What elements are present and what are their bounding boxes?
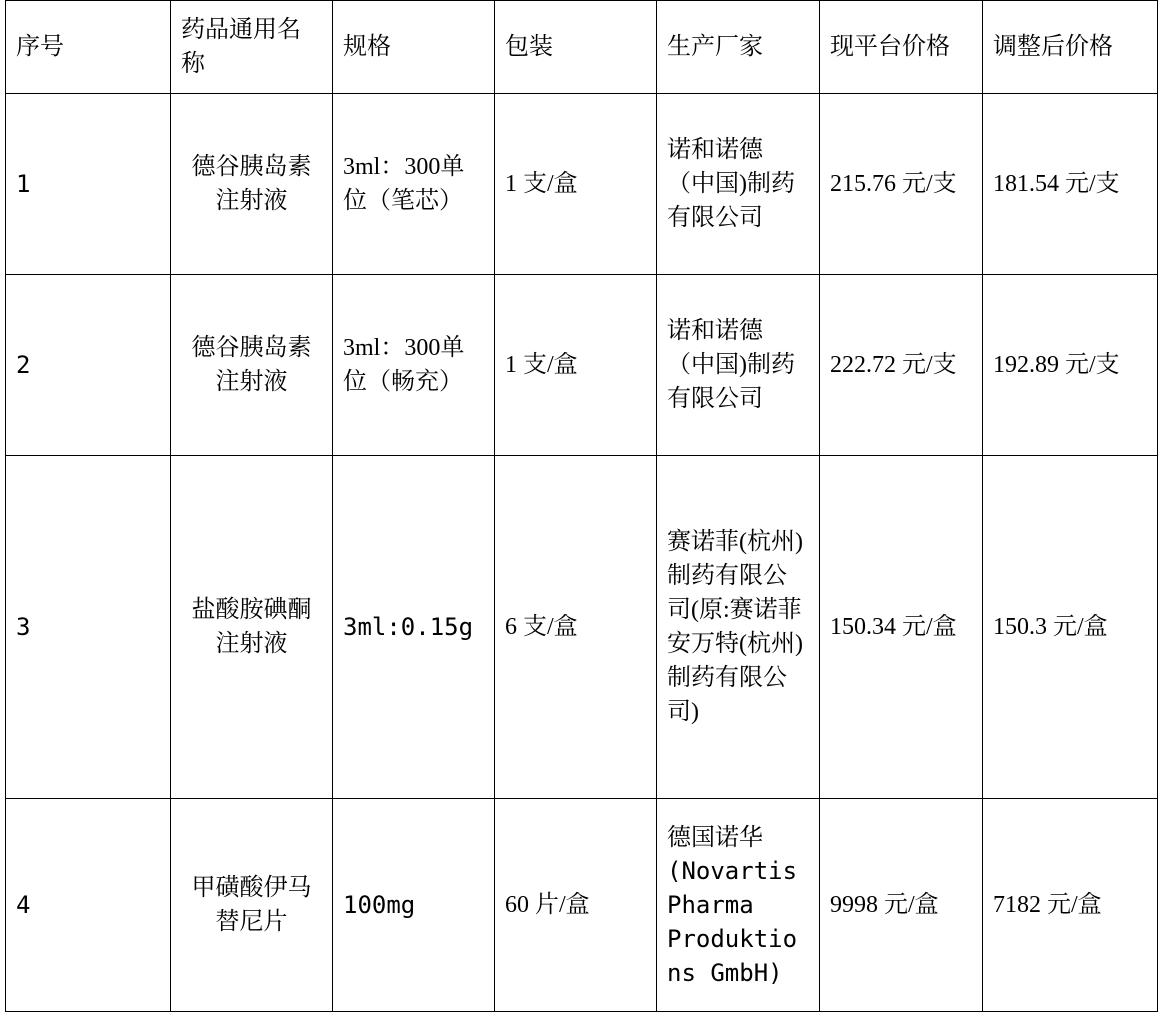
- column-header-current-price: 现平台价格: [820, 1, 983, 94]
- cell-index: 4: [6, 799, 171, 1012]
- cell-index: 1: [6, 94, 171, 275]
- cell-package: 1 支/盒: [495, 94, 657, 275]
- drug-price-table: [5, 0, 1158, 1012]
- cell-spec: 100mg: [333, 799, 495, 1012]
- cell-name: 甲磺酸伊马替尼片: [171, 799, 333, 1012]
- cell-adjusted-price: 7182 元/盒: [983, 799, 1158, 1012]
- cell-index: 2: [6, 275, 171, 456]
- cell-name: 德谷胰岛素注射液: [171, 275, 333, 456]
- cell-adjusted-price: 192.89 元/支: [983, 275, 1158, 456]
- table-row: [6, 456, 1158, 799]
- cell-package: 1 支/盒: [495, 275, 657, 456]
- column-header-manufacturer: 生产厂家: [657, 1, 820, 94]
- cell-current-price: 222.72 元/支: [820, 275, 983, 456]
- cell-spec: 3ml:0.15g: [333, 456, 495, 799]
- cell-current-price: 215.76 元/支: [820, 94, 983, 275]
- column-header-package: 包装: [495, 1, 657, 94]
- cell-package: 6 支/盒: [495, 456, 657, 799]
- table-row: [6, 799, 1158, 1012]
- column-header-index: 序号: [6, 1, 171, 94]
- cell-spec: 3ml：300单位（笔芯）: [333, 94, 495, 275]
- cell-adjusted-price: 181.54 元/支: [983, 94, 1158, 275]
- column-header-spec: 规格: [333, 1, 495, 94]
- table-row: [6, 94, 1158, 275]
- cell-manufacturer: 诺和诺德（中国)制药有限公司: [657, 275, 820, 456]
- cell-package: 60 片/盒: [495, 799, 657, 1012]
- column-header-name: 药品通用名称: [171, 1, 333, 94]
- cell-current-price: 9998 元/盒: [820, 799, 983, 1012]
- cell-manufacturer: 诺和诺德（中国)制药有限公司: [657, 94, 820, 275]
- cell-name: 德谷胰岛素注射液: [171, 94, 333, 275]
- cell-adjusted-price: 150.3 元/盒: [983, 456, 1158, 799]
- table-row: [6, 275, 1158, 456]
- cell-manufacturer: 赛诺菲(杭州)制药有限公司(原:赛诺菲安万特(杭州)制药有限公司): [657, 456, 820, 799]
- cell-index: 3: [6, 456, 171, 799]
- column-header-adjusted-price: 调整后价格: [983, 1, 1158, 94]
- cell-spec: 3ml：300单位（畅充）: [333, 275, 495, 456]
- cell-current-price: 150.34 元/盒: [820, 456, 983, 799]
- cell-manufacturer: 德国诺华(Novartis Pharma Produktions GmbH): [657, 799, 820, 1012]
- table-header-row: [6, 1, 1158, 94]
- cell-name: 盐酸胺碘酮注射液: [171, 456, 333, 799]
